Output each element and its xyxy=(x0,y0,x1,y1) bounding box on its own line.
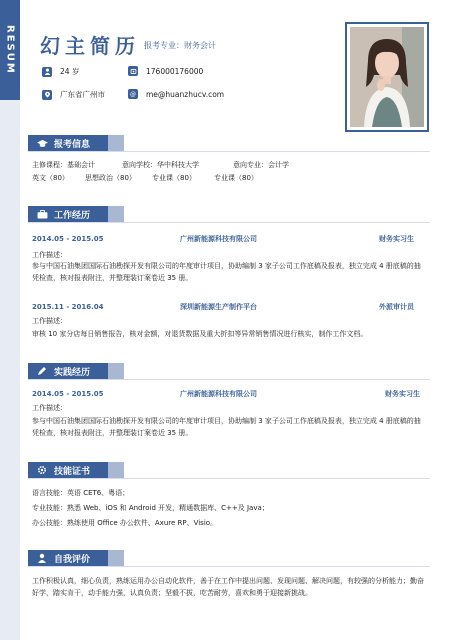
section-title-text: 技能证书 xyxy=(54,466,91,477)
practice-date: 2014.05 - 2015.05 xyxy=(32,390,104,398)
info-location xyxy=(42,89,105,100)
practice-role: 财务实习生 xyxy=(385,390,420,398)
info-phone xyxy=(128,66,203,76)
section-title-text: 自我评价 xyxy=(54,554,91,565)
section-tail xyxy=(108,462,124,478)
score-major-1: 专业课（80） xyxy=(152,174,196,182)
job1-desc: 参与中国石油集团国际石油勘探开发有限公司的年度审计项目，协助编制 3 家子公司工作底稿及报表，独立完成 4 册底稿的抽凭检查，核对报表附注，并整理装订案卷近 35 册。 xyxy=(32,262,421,282)
apply-school: 意向学校：华中科技大学 xyxy=(122,161,199,169)
section-tail xyxy=(108,135,124,151)
pen-icon xyxy=(36,366,48,376)
photo-frame xyxy=(345,22,429,132)
phone-text: 176000176000 xyxy=(146,66,204,76)
job2-desc: 审核 10 家分店每日销售报告，核对金额，对退货数据及重大折扣等异常销售情况进行核实，制作工作文档。 xyxy=(32,330,368,338)
location-pin-icon xyxy=(42,90,52,100)
score-politics: 思想政治（80） xyxy=(85,174,136,182)
section-divider xyxy=(28,566,430,567)
graduation-cap-icon xyxy=(36,138,48,148)
score-english: 英文（80） xyxy=(32,174,69,182)
age-text: 24 岁 xyxy=(60,67,80,76)
practice-desc: 参与中国石油集团国际石油勘探开发有限公司的年度审计项目，协助编制 3 家子公司工作底稿及报表，独立完成 4 册底稿的抽凭检查，核对报表附注，并整理装订案卷近 35 册。 xyxy=(32,417,421,437)
info-email xyxy=(128,89,224,99)
gear-icon xyxy=(36,465,48,475)
section-divider xyxy=(28,379,430,380)
section-title-text: 工作经历 xyxy=(54,210,91,221)
apply-major: 意向专业：会计学 xyxy=(233,161,289,169)
section-divider xyxy=(28,478,430,479)
section-title-text: 报考信息 xyxy=(54,139,91,150)
section-tail xyxy=(108,206,124,222)
portrait-illustration xyxy=(350,27,424,127)
section-divider xyxy=(28,151,430,152)
user-icon xyxy=(36,553,48,563)
practice-company: 广州新能源科技有限公司 xyxy=(180,390,257,398)
phone-icon xyxy=(128,66,138,76)
email-icon: @ xyxy=(130,90,136,98)
skill-language: 语言技能：英语 CET6、粤语； xyxy=(32,489,130,497)
portrait-photo xyxy=(350,27,424,127)
header xyxy=(28,22,328,122)
email-text: me@huanzhucv.com xyxy=(146,89,225,99)
job1-company: 广州新能源科技有限公司 xyxy=(180,235,257,243)
self-desc: 工作积极认真，细心负责，熟练运用办公自动化软件，善于在工作中提出问题、发现问题、解决问题，有较强的分析能力；勤奋好学，踏实肯干，动手能力强，认真负责；坚毅不拔，吃苦耐劳，喜欢和勇于迎接新挑战。 xyxy=(32,577,424,597)
job2-company: 深圳新能源生产制作平台 xyxy=(180,303,257,311)
job1-label: 工作描述： xyxy=(32,251,67,259)
job2-label: 工作描述： xyxy=(32,317,67,325)
section-title-text: 实践经历 xyxy=(54,367,91,378)
job2-role: 外派审计员 xyxy=(379,303,414,311)
info-age xyxy=(42,66,79,77)
job1-date: 2014.05 - 2015.05 xyxy=(32,235,104,243)
side-tab xyxy=(0,0,20,100)
job2-date: 2015.11 - 2016.04 xyxy=(32,303,104,311)
practice-label: 工作描述： xyxy=(32,404,67,412)
person-icon xyxy=(42,67,52,77)
side-tab-label: RESUM xyxy=(4,25,16,75)
job1-role: 财务实习生 xyxy=(379,235,414,243)
briefcase-icon xyxy=(36,209,48,219)
section-tail xyxy=(108,550,124,566)
skill-office: 办公技能：熟练使用 Office 办公软件、Axure RP、Visio。 xyxy=(32,519,218,527)
section-tail xyxy=(108,363,124,379)
score-major-2: 专业课（80） xyxy=(214,174,258,182)
skill-professional: 专业技能：熟悉 Web、iOS 和 Android 开发，精通数据库、C++及 Java； xyxy=(32,504,269,512)
resume-name: 幻主简历 xyxy=(40,34,140,58)
apply-course: 主修课程：基础会计 xyxy=(32,161,95,169)
intent-major: 报考专业：财务会计 xyxy=(144,41,216,50)
section-divider xyxy=(28,222,430,223)
location-text: 广东省广州市 xyxy=(60,90,105,99)
